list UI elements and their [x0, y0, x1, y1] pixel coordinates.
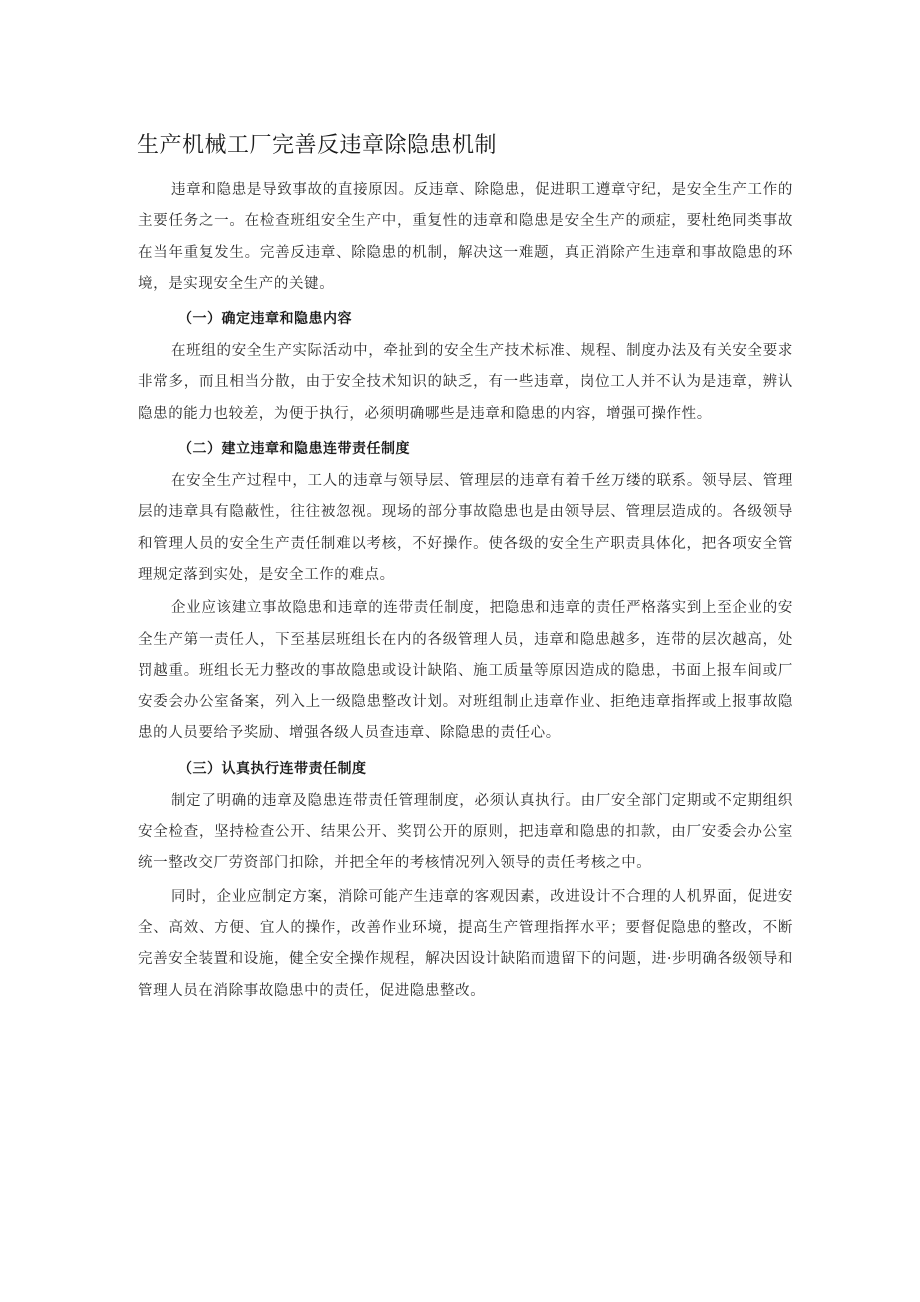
section-1-paragraph-1: 在班组的安全生产实际活动中，牵扯到的安全生产技术标准、规程、制度办法及有关安全要求非常多，而且相当分散，由于安全技术知识的缺乏，有一些违章，岗位工人并不认为是违章，辨认隐患的能力也较差，为便于执行，必须明确哪些是违章和隐患的内容，增强可操作性。: [138, 343, 793, 422]
document-body: [138, 175, 793, 1007]
document-title: 生产机械工厂完善反违章除隐患机制: [137, 133, 498, 158]
section-heading-2: （二）建立违章和隐患连带责任制度: [178, 441, 410, 458]
section-heading-1: （一）确定违章和隐患内容: [178, 311, 352, 328]
section-3-paragraph-1: 制定了明确的违章及隐患连带责任管理制度，必须认真执行。由厂安全部门定期或不定期组织安全检查，坚持检查公开、结果公开、奖罚公开的原则，把违章和隐患的扣款，由厂安委会办公室统一整改交厂劳资部门扣除，并把全年的考核情况列入领导的责任考核之中。: [138, 792, 793, 872]
section-heading-3: （三）认真执行连带责任制度: [178, 760, 367, 777]
section-3-paragraph-2: 同时，企业应制定方案，消除可能产生违章的客观因素，改进设计不合理的人机界面，促进安全、高效、方便、宜人的操作，改善作业环境，提高生产管理指挥水平；要督促隐患的整改，不断完善安全装置和设施，健全安全操作规程，解决因设计缺陷而遗留下的问题，进·步明确各级领导和管理人员在消除事故隐患中的责任，促进隐患整改。: [138, 888, 793, 999]
section-2-paragraph-2: 企业应该建立事故隐患和违章的连带责任制度，把隐患和违章的责任严格落实到上至企业的安全生产第一责任人，下至基层班组长在内的各级管理人员，违章和隐患越多，连带的层次越高，处罚越重。班组长无力整改的事故隐患或设计缺陷、施工质量等原因造成的隐患，书面上报车间或厂安委会办公室备案，列入上一级隐患整改计划。对班组制止违章作业、拒绝违章指挥或上报事故隐患的人员要给予奖励、增强各级人员查违章、除隐患的责任心。: [138, 600, 793, 742]
section-2-paragraph-1: 在安全生产过程中，工人的违章与领导层、管理层的违章有着千丝万缕的联系。领导层、管理层的违章具有隐蔽性，往往被忽视。现场的部分事故隐患也是由领导层、管理层造成的。各级领导和管理人员的安全生产责任制难以考核，不好操作。使各级的安全生产职责具体化，把各项安全管理规定落到实处，是安全工作的难点。: [138, 473, 793, 583]
intro-paragraph: 违章和隐患是导致事故的直接原因。反违章、除隐患，促进职工遵章守纪，是安全生产工作的主要任务之一。在检查班组安全生产中，重复性的违章和隐患是安全生产的顽症，要杜绝同类事故在当年重复发生。完善反违章、除隐患的机制，解决这一难题，真正消除产生违章和事故隐患的环境，是实现安全生产的关键。: [138, 182, 793, 292]
